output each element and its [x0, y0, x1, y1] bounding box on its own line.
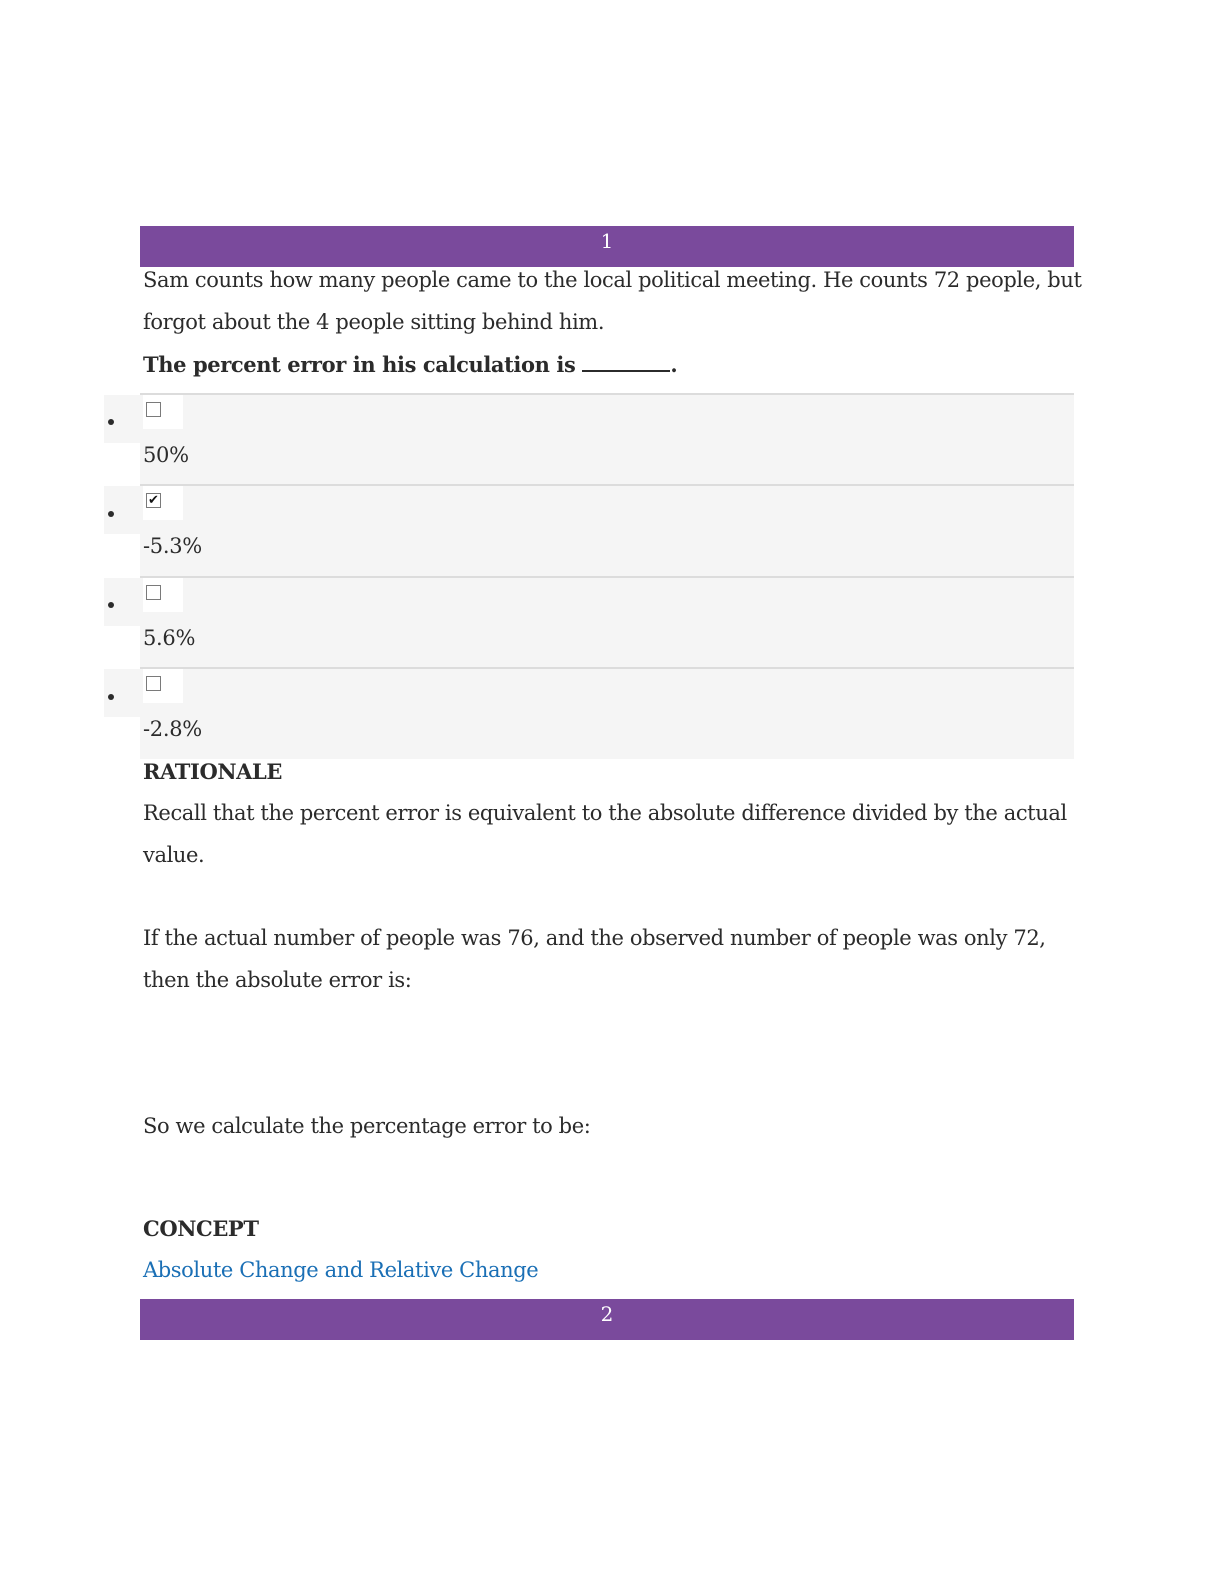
checkbox-icon[interactable]: ✔: [146, 493, 161, 508]
bullet-icon: [108, 419, 114, 425]
option-gutter: [104, 669, 140, 717]
concept-heading: CONCEPT: [143, 1216, 259, 1241]
rationale-line-2: value.: [143, 843, 205, 867]
option-label: 50%: [143, 443, 189, 467]
option-label: -2.8%: [143, 717, 202, 741]
question-number-bar: [140, 1299, 1074, 1340]
rationale-line-3: If the actual number of people was 76, and the observed number of people was only 72,: [143, 926, 1046, 950]
checkbox-wrapper: [143, 578, 183, 612]
question-prompt-text: The percent error in his calculation is: [143, 352, 576, 377]
option-gutter: [104, 486, 140, 534]
checkbox-wrapper: [143, 395, 183, 429]
option-label: -5.3%: [143, 534, 202, 558]
checkbox-wrapper: [143, 669, 183, 703]
concept-link[interactable]: Absolute Change and Relative Change: [143, 1258, 539, 1282]
rationale-line-1: Recall that the percent error is equivalent to the absolute difference divided by the actual: [143, 801, 1067, 825]
rationale-line-4: then the absolute error is:: [143, 968, 412, 992]
answer-option[interactable]: [140, 576, 1074, 668]
question-text-line-1: Sam counts how many people came to the local political meeting. He counts 72 people, but: [143, 268, 1082, 292]
question-number-bar: [140, 226, 1074, 267]
question-prompt-end: .: [670, 352, 678, 377]
rationale-line-5: So we calculate the percentage error to be:: [143, 1114, 591, 1138]
question-text-line-2: forgot about the 4 people sitting behind him.: [143, 310, 605, 334]
bullet-icon: [108, 694, 114, 700]
question-number: 1: [600, 229, 614, 253]
answer-option[interactable]: [140, 484, 1074, 576]
answer-option[interactable]: [140, 393, 1074, 485]
bullet-icon: [108, 602, 114, 608]
checkbox-wrapper: [143, 486, 183, 520]
question-prompt: [143, 352, 677, 377]
option-label: 5.6%: [143, 626, 196, 650]
checkbox-icon[interactable]: [146, 402, 161, 417]
checkbox-icon[interactable]: [146, 585, 161, 600]
checkbox-icon[interactable]: [146, 676, 161, 691]
bullet-icon: [108, 511, 114, 517]
answer-blank: [582, 353, 670, 372]
rationale-heading: RATIONALE: [143, 759, 283, 784]
question-number: 2: [600, 1302, 614, 1326]
answer-option[interactable]: [140, 667, 1074, 759]
